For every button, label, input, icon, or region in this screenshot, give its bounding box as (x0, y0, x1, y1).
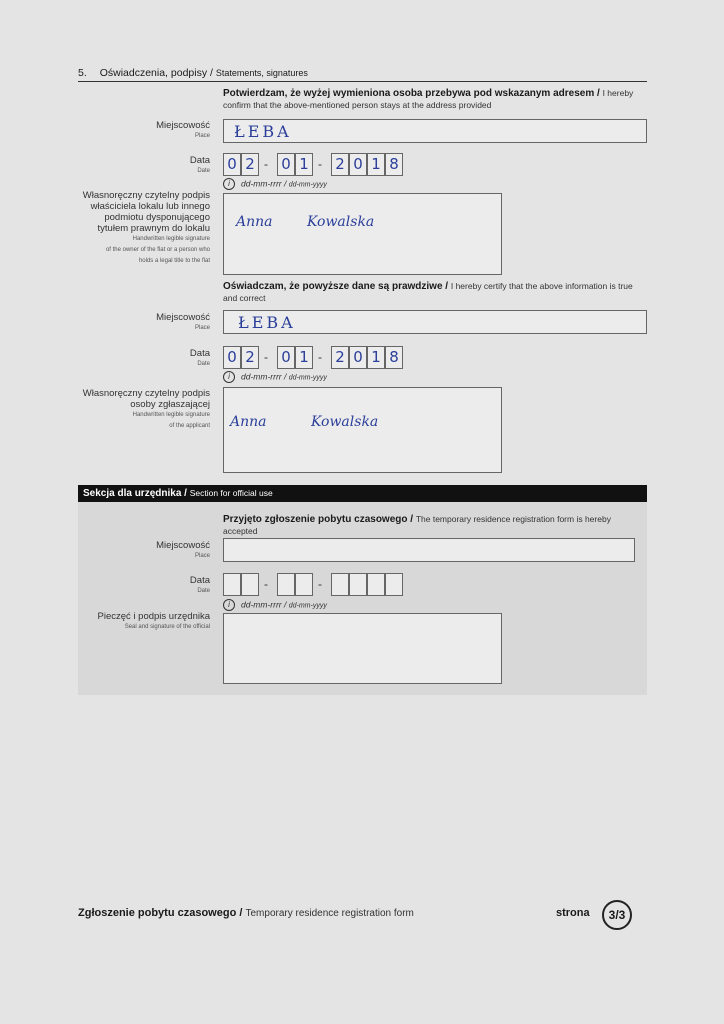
section-title (78, 67, 308, 79)
info-icon: i (223, 371, 235, 383)
official-place-label (156, 540, 210, 561)
applicant-date-d2[interactable]: 2 (241, 346, 259, 369)
applicant-date-y1[interactable]: 2 (331, 346, 349, 369)
statement-owner-en: I hereby confirm that the above-mentioned person stays at the address provided (223, 88, 634, 110)
official-seal-label (98, 611, 210, 632)
owner-place-label (156, 120, 210, 141)
official-date-label (190, 575, 210, 596)
applicant-date-label-pl: Data (189, 348, 210, 359)
owner-date-m1[interactable]: 0 (277, 153, 295, 176)
official-date-m2[interactable] (295, 573, 313, 596)
applicant-date-d1[interactable]: 0 (223, 346, 241, 369)
applicant-sig-en-2: of the applicant (169, 423, 210, 429)
owner-date-hint (223, 178, 327, 190)
owner-date-y4[interactable]: 8 (385, 153, 403, 176)
owner-place-value: ŁEBA (234, 122, 292, 141)
owner-sig-pl-3: podmiotu dysponującego (104, 212, 210, 223)
applicant-date-y3[interactable]: 1 (367, 346, 385, 369)
official-seal-label-pl: Pieczęć i podpis urzędnika (97, 611, 210, 622)
owner-date-dash-2: - (318, 157, 322, 171)
owner-date-y2[interactable]: 0 (349, 153, 367, 176)
footer-title (78, 907, 414, 919)
applicant-date-y4[interactable]: 8 (385, 346, 403, 369)
owner-date-hint-pl: dd-mm-rrrr / (241, 178, 287, 189)
official-place-label-en: Place (194, 553, 210, 559)
applicant-date-dash-2: - (318, 350, 322, 364)
official-section-bar (78, 485, 647, 502)
applicant-date-label (190, 348, 210, 369)
owner-sig-pl-1: Własnoręczny czytelny podpis (82, 190, 210, 201)
statement-applicant-pl: Oświadczam, że powyższe dane są prawdziwe / (223, 281, 449, 292)
page-number-badge: 3/3 (602, 900, 632, 930)
official-date-hint-pl: dd-mm-rrrr / (241, 599, 287, 610)
statement-owner-pl: Potwierdzam, że wyżej wymieniona osoba przebywa pod wskazanym adresem / (223, 88, 600, 99)
official-date-y3[interactable] (367, 573, 385, 596)
applicant-place-value: ŁEBA (238, 313, 296, 332)
page-word: strona (556, 907, 590, 919)
owner-sig-en-2: of the owner of the flat or a person who (105, 247, 210, 253)
official-accepted-en: The temporary residence registration form is hereby accepted (223, 514, 611, 536)
owner-signature: Anna Kowalska (236, 214, 375, 230)
owner-signature-label (83, 190, 210, 267)
statement-applicant-en: I hereby certify that the above information is true and correct (223, 281, 633, 303)
official-date-label-pl: Data (189, 575, 210, 586)
owner-place-field[interactable] (223, 119, 647, 143)
statement-applicant (223, 281, 643, 304)
official-date-hint-en: dd-mm-yyyy (288, 602, 327, 610)
official-place-field[interactable] (223, 538, 635, 562)
owner-date-hint-en: dd-mm-yyyy (288, 181, 327, 189)
applicant-date-hint-pl: dd-mm-rrrr / (241, 371, 287, 382)
owner-date-y1[interactable]: 2 (331, 153, 349, 176)
official-accepted-pl: Przyjęto zgłoszenie pobytu czasowego / (223, 514, 414, 525)
official-place-label-pl: Miejscowość (156, 540, 210, 551)
statement-owner (223, 88, 643, 111)
official-date-dash-2: - (318, 577, 322, 591)
official-date-y4[interactable] (385, 573, 403, 596)
applicant-place-label-en: Place (194, 325, 210, 331)
applicant-date-m1[interactable]: 0 (277, 346, 295, 369)
applicant-signature-label (83, 388, 210, 432)
section-title-en: Statements, signatures (215, 68, 308, 78)
owner-signature-box[interactable] (223, 193, 502, 275)
applicant-sig-en-1: Handwritten legible signature (132, 412, 210, 418)
applicant-date-y2[interactable]: 0 (349, 346, 367, 369)
applicant-place-label (156, 312, 210, 333)
official-accepted (223, 514, 643, 537)
applicant-place-field[interactable] (223, 310, 647, 334)
official-date-d2[interactable] (241, 573, 259, 596)
applicant-sig-pl-1: Własnoręczny czytelny podpis (82, 388, 210, 399)
owner-sig-pl-4: tytułem prawnym do lokalu (97, 223, 210, 234)
applicant-signature-box[interactable] (223, 387, 502, 473)
section-number: 5. (78, 67, 87, 79)
applicant-date-hint-en: dd-mm-yyyy (288, 374, 327, 382)
info-icon: i (223, 599, 235, 611)
official-date-label-en: Date (197, 588, 210, 594)
section-rule (78, 81, 647, 82)
official-bar-title: Sekcja dla urzędnika / (83, 488, 187, 499)
owner-place-label-pl: Miejscowość (156, 120, 210, 131)
applicant-signature: Anna Kowalska (230, 414, 379, 430)
official-date-d1[interactable] (223, 573, 241, 596)
section-title-pl: Oświadczenia, podpisy / (99, 67, 213, 79)
owner-sig-pl-2: właściciela lokalu lub innego (90, 201, 210, 212)
owner-date-m2[interactable]: 1 (295, 153, 313, 176)
official-date-m1[interactable] (277, 573, 295, 596)
footer-title-pl: Zgłoszenie pobytu czasowego / (78, 907, 243, 919)
owner-date-label (190, 155, 210, 176)
info-icon: i (223, 178, 235, 190)
applicant-date-hint (223, 371, 327, 383)
owner-date-label-pl: Data (189, 155, 210, 166)
applicant-date-label-en: Date (197, 361, 210, 367)
official-date-y1[interactable] (331, 573, 349, 596)
applicant-date-dash-1: - (264, 350, 268, 364)
owner-date-d1[interactable]: 0 (223, 153, 241, 176)
owner-place-label-en: Place (194, 133, 210, 139)
owner-sig-en-1: Handwritten legible signature (132, 236, 210, 242)
owner-date-label-en: Date (197, 168, 210, 174)
footer-title-en: Temporary residence registration form (245, 908, 414, 919)
applicant-date-m2[interactable]: 1 (295, 346, 313, 369)
owner-date-y3[interactable]: 1 (367, 153, 385, 176)
owner-sig-en-3: holds a legal title to the flat (138, 258, 210, 264)
official-seal-label-en: Seal and signature of the official (124, 624, 210, 630)
official-date-y2[interactable] (349, 573, 367, 596)
applicant-place-label-pl: Miejscowość (156, 312, 210, 323)
owner-date-d2[interactable]: 2 (241, 153, 259, 176)
owner-date-dash-1: - (264, 157, 268, 171)
applicant-sig-pl-2: osoby zgłaszającej (130, 399, 210, 410)
official-date-dash-1: - (264, 577, 268, 591)
official-seal-box[interactable] (223, 613, 502, 684)
official-bar-title-en: Section for official use (189, 488, 273, 498)
official-date-hint (223, 599, 327, 611)
